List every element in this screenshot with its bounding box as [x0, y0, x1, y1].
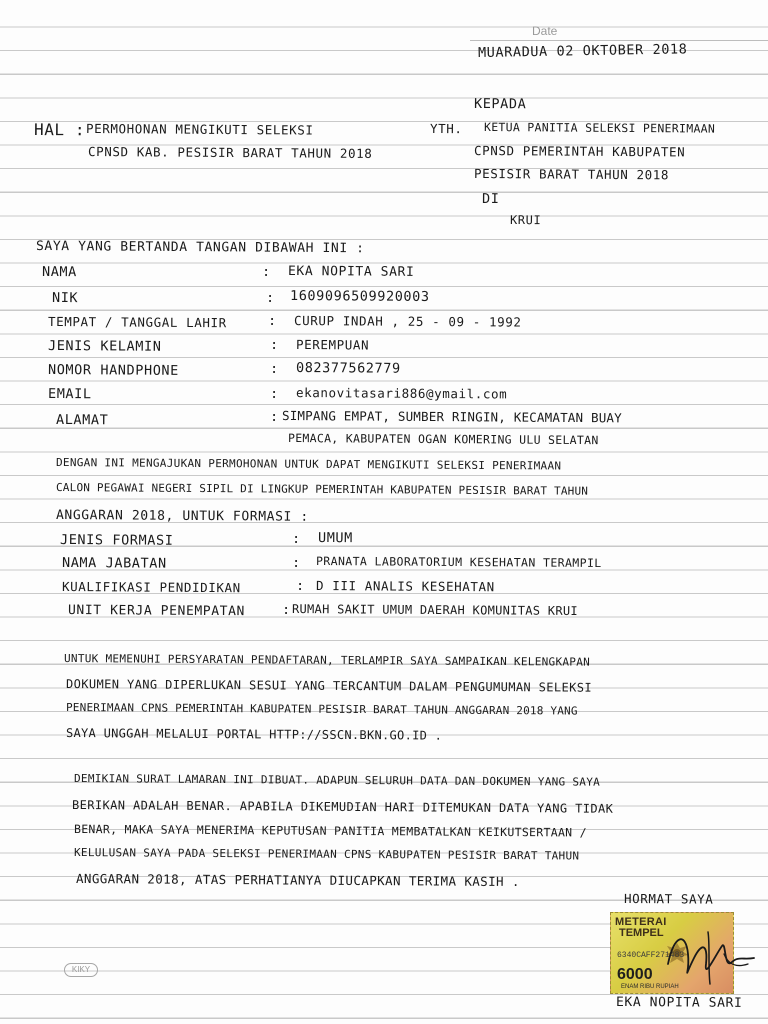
field-nik-colon: : — [265, 290, 275, 307]
field-phone-colon: : — [269, 361, 279, 378]
stamp-amount: 6000 — [617, 966, 653, 983]
field-nik-value: 1609096509920003 — [289, 288, 430, 305]
request-line-2: CALON PEGAWAI NEGERI SIPIL DI LINGKUP PEMERINTAH KABUPATEN PESISIR BARAT TAHUN — [55, 481, 589, 498]
formation-type-label: JENIS FORMASI — [59, 532, 174, 549]
signoff-hormat: HORMAT SAYA — [623, 891, 714, 907]
formation-position-value: PRANATA LABORATORIUM KESEHATAN TERAMPIL — [315, 554, 602, 570]
field-nama-value: EKA NOPITA SARI — [287, 264, 415, 280]
formation-type-value: UMUM — [317, 530, 353, 547]
formation-unit-colon: : — [281, 602, 291, 619]
field-gender-value: PEREMPUAN — [295, 337, 370, 353]
formation-unit-label: UNIT KERJA PENEMPATAN — [67, 603, 246, 620]
closing-line-2: BERIKAN ADALAH BENAR. APABILA DIKEMUDIAN HARI DITEMUKAN DATA YANG TIDAK — [71, 798, 614, 816]
place-date: MUARADUA 02 OKTOBER 2018 — [477, 41, 688, 61]
request-line-3: ANGGARAN 2018, UNTUK FORMASI : — [55, 508, 309, 525]
field-email-label: EMAIL — [47, 386, 92, 403]
field-phone-label: NOMOR HANDPHONE — [47, 362, 179, 379]
intro-line: SAYA YANG BERTANDA TANGAN DIBAWAH INI : — [35, 239, 365, 257]
formation-position-colon: : — [291, 555, 301, 572]
requirements-line-2: DOKUMEN YANG DIPERLUKAN SESUI YANG TERCANTUM DALAM PENGUMUMAN SELEKSI — [65, 677, 593, 695]
subject-label: HAL : — [33, 120, 86, 140]
formation-education-value: D III ANALIS KESEHATAN — [315, 578, 495, 595]
formation-education-colon: : — [295, 578, 305, 595]
closing-line-4: KELULUSAN SAYA PADA SELEKSI PENERIMAAN CPNS KABUPATEN PESISIR BARAT TAHUN — [73, 846, 580, 863]
closing-line-1: DEMIKIAN SURAT LAMARAN INI DIBUAT. ADAPUN SELURUH DATA DAN DOKUMEN YANG SAYA — [73, 772, 601, 789]
field-gender-colon: : — [269, 337, 279, 354]
requirements-line-4: SAYA UNGGAH MELALUI PORTAL HTTP://SSCN.BKN.GO.ID . — [65, 726, 443, 743]
recipient-line-3: PESISIR BARAT TAHUN 2018 — [473, 166, 670, 183]
field-ttl-colon: : — [267, 313, 277, 330]
closing-line-5: ANGGARAN 2018, ATAS PERHATIANYA DIUCAPKAN TERIMA KASIH . — [75, 871, 520, 890]
field-address-line-2: PEMACA, KABUPATEN OGAN KOMERING ULU SELATAN — [287, 431, 599, 448]
field-email-colon: : — [269, 386, 279, 403]
field-email-value: ekanovitasari886@ymail.com — [295, 385, 508, 402]
stamp-title-2: TEMPEL — [619, 927, 664, 939]
subject-line-1: PERMOHONAN MENGIKUTI SELEKSI — [85, 121, 314, 138]
date-rule — [470, 40, 768, 41]
handwritten-signature — [664, 924, 764, 988]
stamp-serial: 6340CAFF271483 — [617, 951, 685, 960]
signoff-name: EKA NOPITA SARI — [615, 995, 743, 1011]
field-address-value: SIMPANG EMPAT, SUMBER RINGIN, KECAMATAN BUAY — [281, 408, 622, 426]
formation-unit-value: RUMAH SAKIT UMUM DAERAH KOMUNITAS KRUI — [291, 602, 578, 618]
field-ttl-label: TEMPAT / TANGGAL LAHIR — [47, 314, 227, 331]
stamp-amount-words: ENAM RIBU RUPIAH — [621, 984, 679, 990]
recipient-kepada: KEPADA — [473, 96, 527, 113]
field-gender-label: JENIS KELAMIN — [47, 338, 162, 355]
recipient-line-4: DI — [481, 191, 500, 208]
request-line-1: DENGAN INI MENGAJUKAN PERMOHONAN UNTUK DAPAT MENGIKUTI SELEKSI PENERIMAAN — [55, 456, 562, 473]
field-ttl-value: CURUP INDAH , 25 - 09 - 1992 — [293, 313, 522, 330]
recipient-line-1: KETUA PANITIA SELEKSI PENERIMAAN — [483, 120, 716, 136]
field-phone-value: 082377562779 — [295, 360, 401, 377]
stamp-title-1: METERAI — [615, 916, 667, 928]
notebook-brand-badge: KIKY — [64, 963, 98, 977]
formation-position-label: NAMA JABATAN — [61, 555, 167, 572]
field-nama-label: NAMA — [41, 264, 77, 281]
requirements-line-3: PENERIMAAN CPNS PEMERINTAH KABUPATEN PESISIR BARAT TAHUN ANGGARAN 2018 YANG — [65, 701, 578, 718]
recipient-yth: YTH. — [429, 121, 463, 137]
closing-line-3: BENAR, MAKA SAYA MENERIMA KEPUTUSAN PANITIA MEMBATALKAN KEIKUTSERTAAN / — [73, 822, 587, 840]
field-nik-label: NIK — [51, 290, 79, 307]
formation-education-label: KUALIFIKASI PENDIDIKAN — [61, 579, 241, 596]
field-address-colon: : — [269, 409, 279, 426]
subject-line-2: CPNSD KAB. PESISIR BARAT TAHUN 2018 — [87, 144, 373, 161]
recipient-line-5: KRUI — [509, 213, 542, 228]
recipient-line-2: CPNSD PEMERINTAH KABUPATEN — [473, 143, 686, 160]
requirements-line-1: UNTUK MEMENUHI PERSYARATAN PENDAFTARAN, TERLAMPIR SAYA SAMPAIKAN KELENGKAPAN — [63, 652, 591, 669]
field-nama-colon: : — [261, 264, 271, 281]
formation-type-colon: : — [291, 531, 301, 548]
field-address-label: ALAMAT — [55, 412, 109, 429]
date-printed-label: Date — [532, 24, 558, 38]
